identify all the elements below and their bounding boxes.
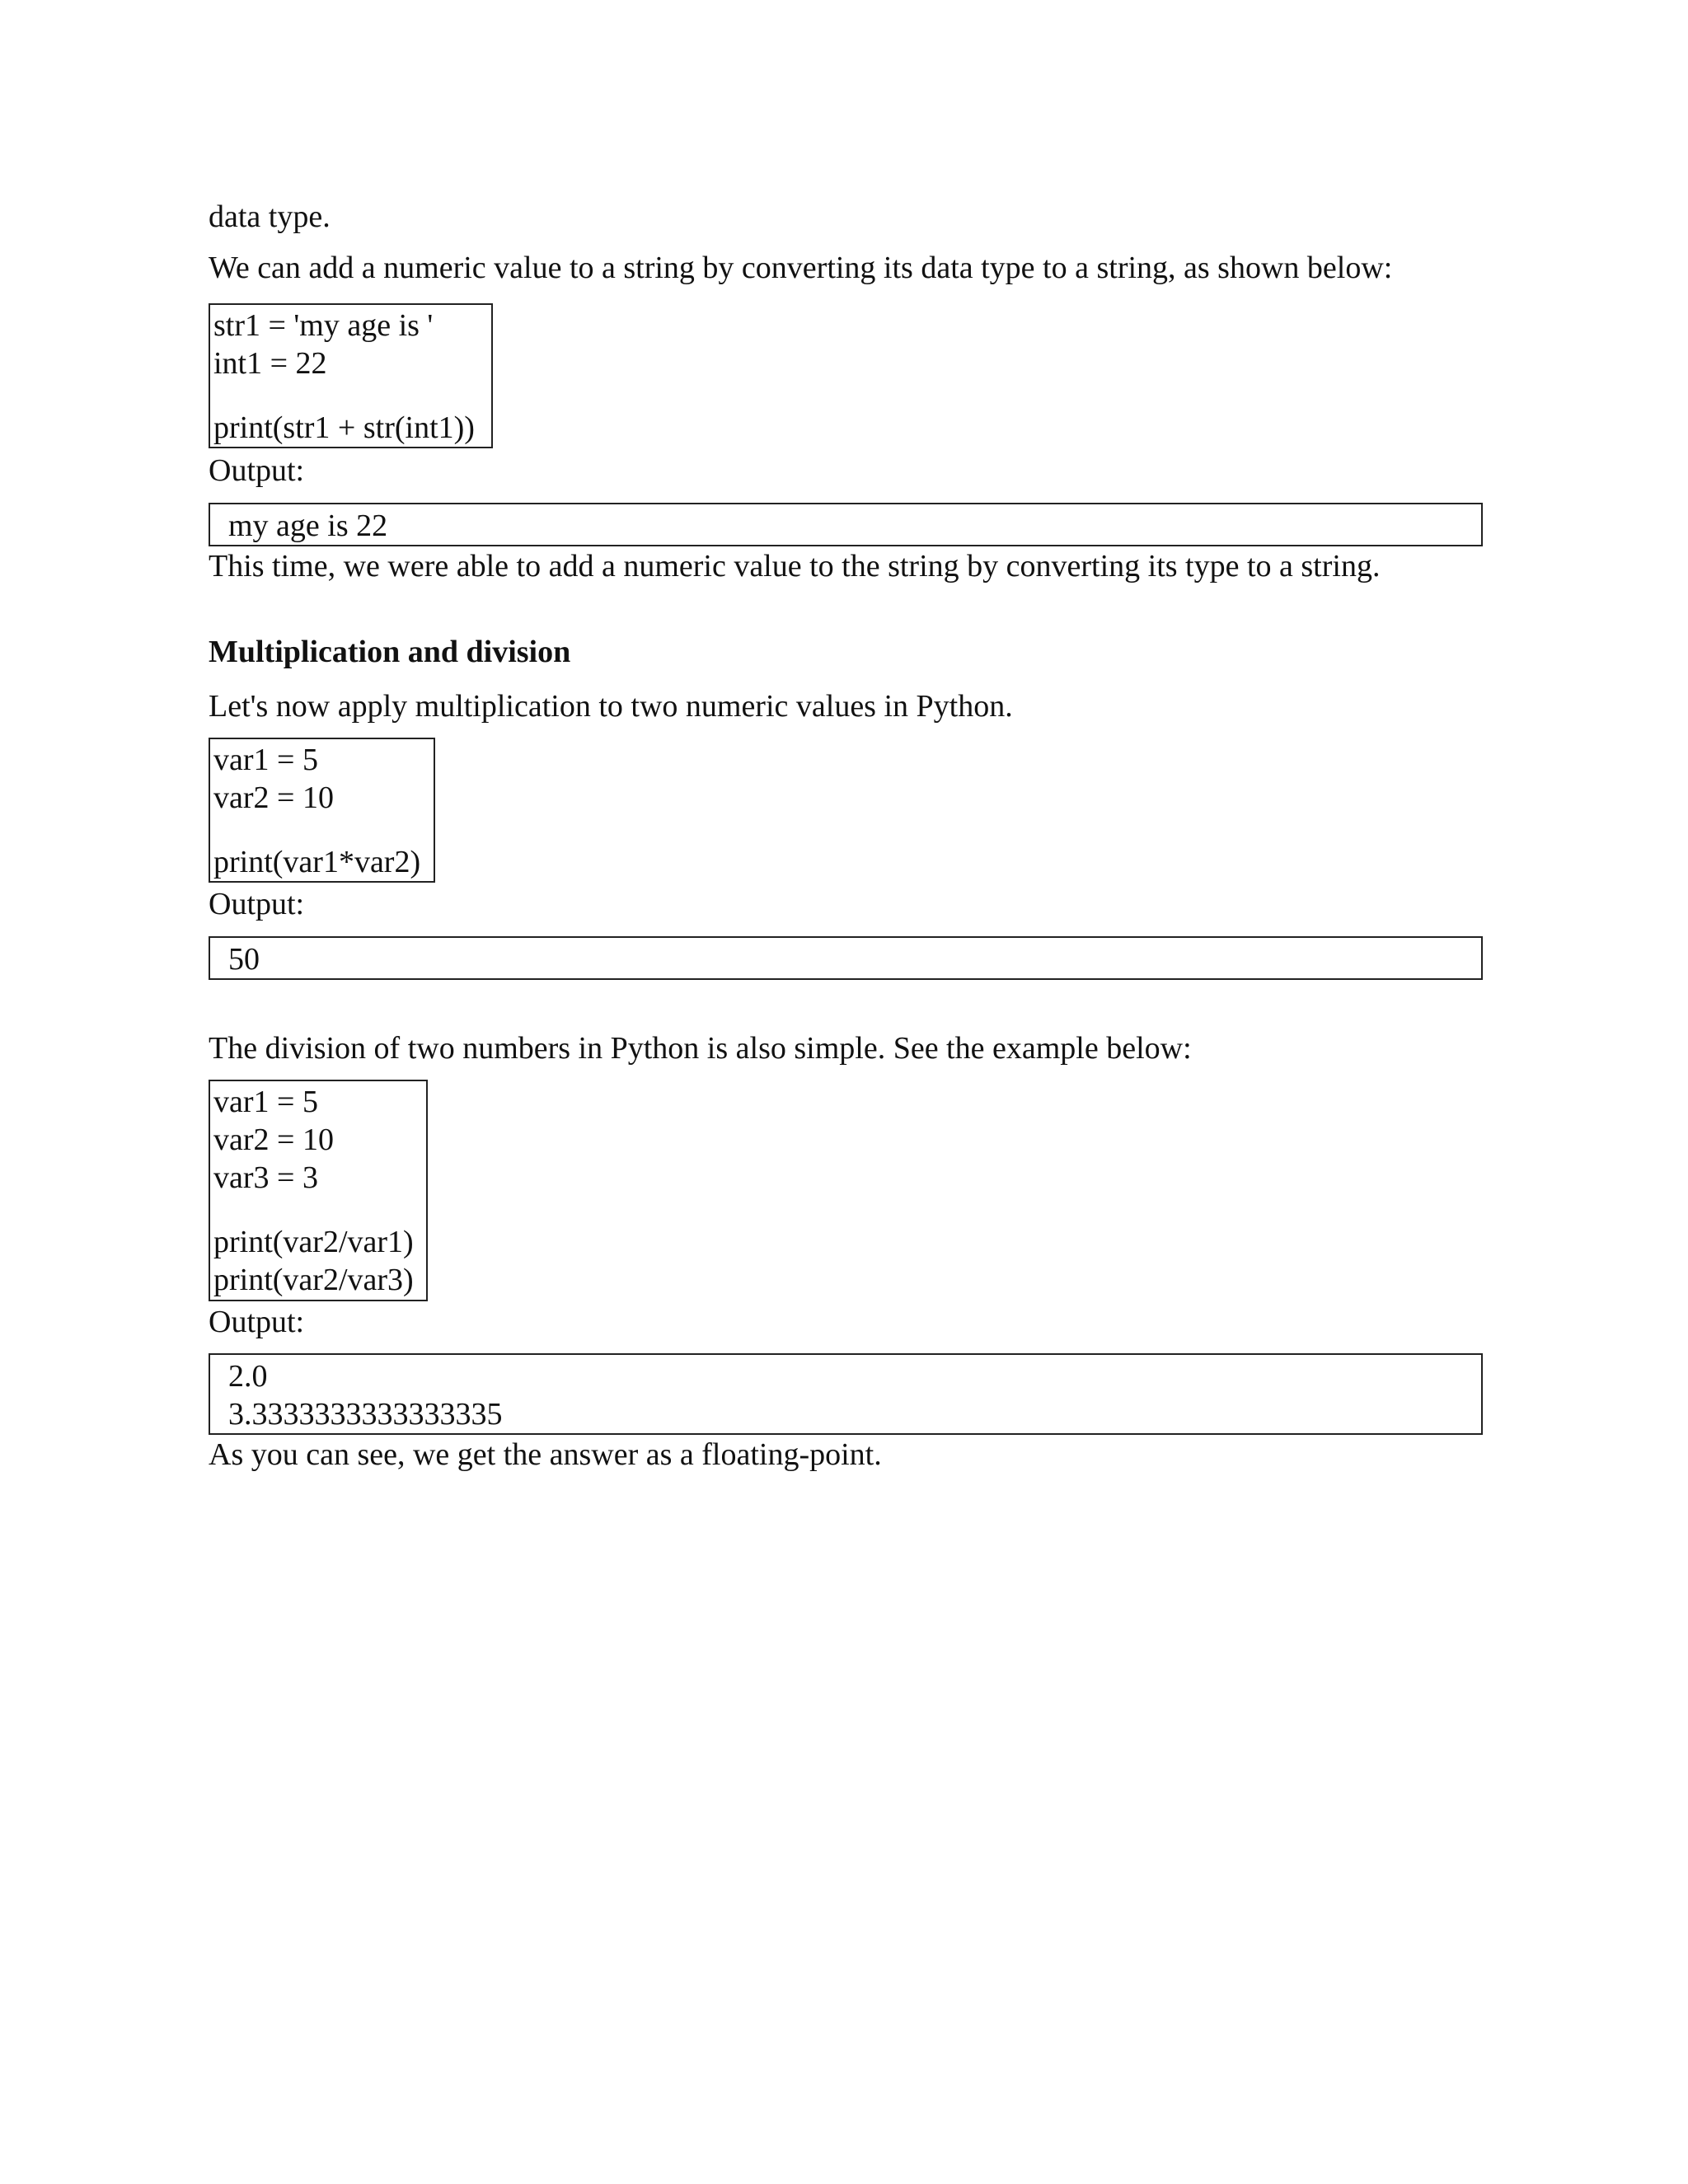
output-line: 3.3333333333333335 <box>228 1397 503 1432</box>
output-line: 50 <box>228 942 260 977</box>
output-label: Output: <box>209 887 305 921</box>
code-line: int1 = 22 <box>213 346 327 381</box>
code-line: print(var1*var2) <box>213 845 421 879</box>
output-label: Output: <box>209 453 305 488</box>
code-line: var1 = 5 <box>213 1085 318 1119</box>
output-line: 2.0 <box>228 1359 268 1394</box>
code-block-multiplication <box>209 738 435 883</box>
output-block-string-concat <box>209 503 1483 546</box>
code-block-division <box>209 1080 428 1301</box>
paragraph-multiplication: Let's now apply multiplication to two numeric values in Python. <box>209 689 1013 724</box>
output-block-division <box>209 1353 1483 1435</box>
code-block-string-concat <box>209 303 493 448</box>
code-line: var2 = 10 <box>213 780 334 815</box>
code-blank-line <box>213 817 430 843</box>
paragraph-add-numeric: We can add a numeric value to a string by converting its data type to a string, as shown below: <box>209 251 1393 285</box>
paragraph-division: The division of two numbers in Python is also simple. See the example below: <box>209 1031 1192 1066</box>
paragraph-conclusion: As you can see, we get the answer as a floating-point. <box>209 1437 882 1472</box>
code-line: print(str1 + str(int1)) <box>213 410 475 445</box>
paragraph-continuation: data type. <box>209 199 331 234</box>
code-blank-line <box>213 382 488 409</box>
output-label: Output: <box>209 1305 305 1339</box>
output-block-multiplication <box>209 936 1483 980</box>
section-heading-multiplication-division: Multiplication and division <box>209 635 571 669</box>
code-line: var1 = 5 <box>213 743 318 777</box>
code-blank-line <box>213 1197 423 1223</box>
paragraph-this-time: This time, we were able to add a numeric value to the string by converting its type to a string. <box>209 549 1381 583</box>
code-line: str1 = 'my age is ' <box>213 308 434 343</box>
output-line: my age is 22 <box>228 509 388 543</box>
code-line: print(var2/var1) <box>213 1225 414 1259</box>
code-line: print(var2/var3) <box>213 1263 414 1297</box>
code-line: var2 = 10 <box>213 1122 334 1157</box>
code-line: var3 = 3 <box>213 1160 318 1195</box>
